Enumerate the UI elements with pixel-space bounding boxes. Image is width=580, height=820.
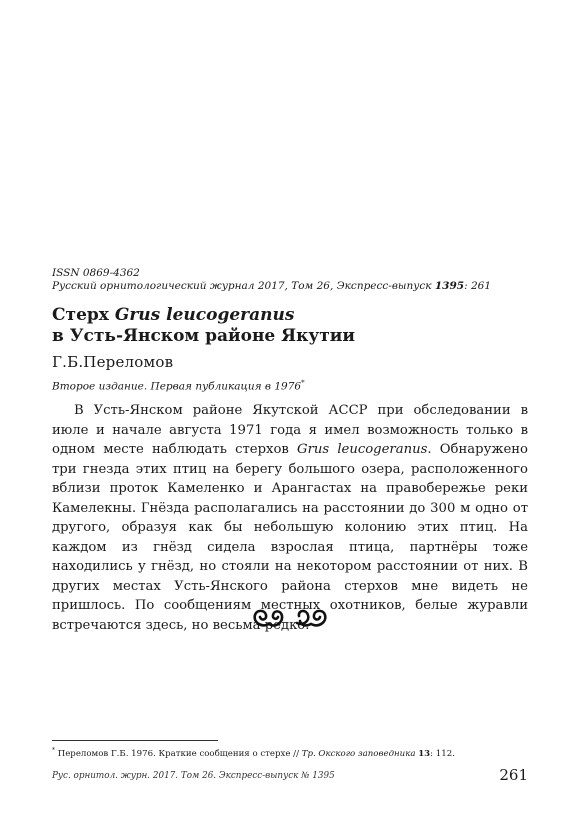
author: Г.Б.Переломов bbox=[52, 353, 174, 371]
page-number: 261 bbox=[499, 766, 528, 784]
footnote-text: Переломов Г.Б. 1976. Краткие сообщения о стерхе // bbox=[55, 748, 302, 759]
article-title-line1 bbox=[52, 305, 294, 325]
footnote-rule bbox=[52, 740, 218, 741]
footnote-volume: 13 bbox=[418, 748, 431, 759]
footnote-source: Тр. Окского заповедника bbox=[301, 748, 416, 759]
footnote-pages: : 112. bbox=[430, 748, 455, 759]
title-species: Grus leucogeranus bbox=[114, 305, 295, 325]
body-part1: В Усть-Янском районе Якутской АССР при обследовании в июле и начале августа 1971 года я имел возможность только в одном месте наблюдать стерхов bbox=[52, 403, 528, 457]
article-title-line2: в Усть-Янском районе Якутии bbox=[52, 326, 356, 346]
edition-footnote-marker: * bbox=[301, 379, 305, 387]
running-footer: Рус. орнитол. журн. 2017. Том 26. Экспресс-выпуск № 1395 bbox=[52, 771, 335, 781]
footnote-marker: * bbox=[52, 747, 55, 754]
issue-number: 1395 bbox=[434, 280, 465, 292]
body-part2: . Обнаружено три гнезда этих птиц на берегу большого озера, расположенного вблизи проток Камеленко и Арангастах на правобережье реки Камелекны. Гнёзда располагались на расстоянии до 300 м одно от другого, образуя как бы небольшую колонию этих птиц. На каждом из гнёзд сидела взрослая птица, партнёры тоже находились у гнёзд, но стояли на некотором расстоянии от них. В других местах Усть-Янского района стерхов мне видеть не пришлось. По сообщениям местных охотников, белые журавли встречаются здесь, но весьма редко. bbox=[52, 442, 529, 633]
journal-line-prefix: Русский орнитологический журнал 2017, Том 26, Экспресс-выпуск bbox=[52, 280, 435, 292]
footnote bbox=[52, 745, 455, 760]
ornament-divider bbox=[0, 604, 580, 638]
edition-note bbox=[52, 377, 305, 394]
body-paragraph bbox=[52, 401, 528, 635]
body-species: Grus leucogeranus bbox=[297, 442, 428, 457]
journal-line bbox=[52, 280, 491, 293]
issn: ISSN 0869-4362 bbox=[52, 267, 140, 279]
page-ref: : 261 bbox=[464, 280, 491, 292]
title-prefix: Стерх bbox=[52, 305, 115, 325]
edition-text: Второе издание. Первая публикация в 1976 bbox=[52, 380, 302, 393]
fleuron-icon bbox=[245, 604, 335, 634]
